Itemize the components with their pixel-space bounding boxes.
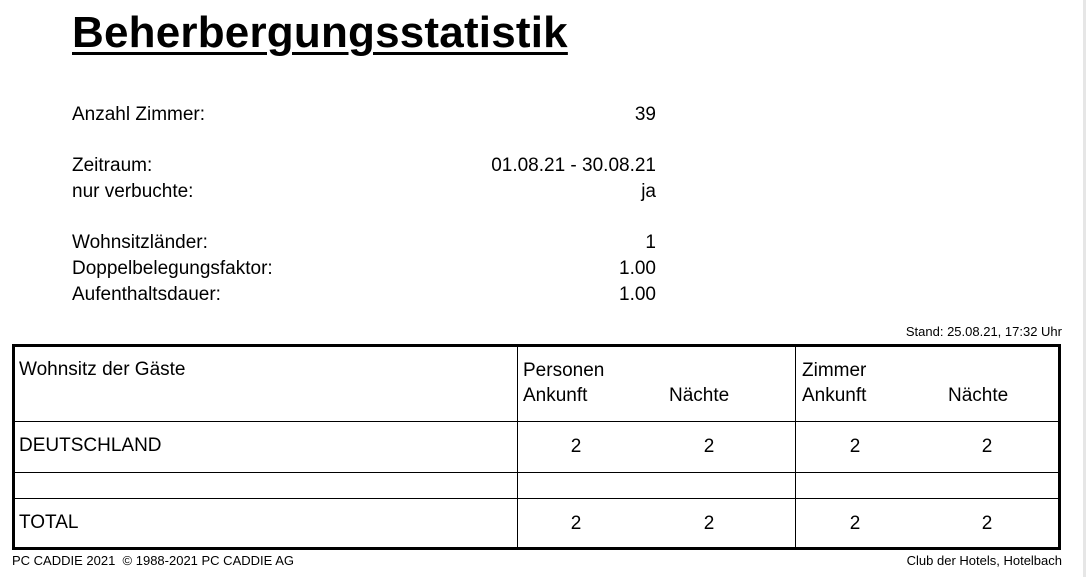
info-row-stay-duration <box>72 282 656 308</box>
column-divider <box>517 347 518 547</box>
row-divider <box>15 472 1058 473</box>
total-rooms-arrival: 2 <box>849 513 861 534</box>
info-label: Zeitraum: <box>72 155 153 176</box>
info-label: Aufenthaltsdauer: <box>72 284 221 305</box>
info-label: nur verbuchte: <box>72 181 194 202</box>
row-rooms-nights: 2 <box>981 436 993 457</box>
info-value: 39 <box>634 104 656 125</box>
info-value: ja <box>641 181 656 202</box>
row-persons-arrival: 2 <box>570 436 582 457</box>
total-rooms-nights: 2 <box>981 513 993 534</box>
header-residence: Wohnsitz der Gäste <box>19 359 186 380</box>
column-divider <box>795 347 796 547</box>
header-persons-arrival: Ankunft <box>523 385 588 406</box>
header-rooms: Zimmer <box>802 360 867 381</box>
info-value: 01.08.21 - 30.08.21 <box>491 155 656 176</box>
header-persons-nights: Nächte <box>669 385 730 406</box>
info-value: 1.00 <box>619 284 656 305</box>
row-divider <box>15 421 1058 422</box>
info-row-rooms <box>72 102 656 128</box>
info-label: Doppelbelegungsfaktor: <box>72 258 273 279</box>
row-rooms-arrival: 2 <box>849 436 861 457</box>
info-row-double-occupancy <box>72 256 656 282</box>
info-row-booked-only <box>72 179 656 205</box>
row-divider <box>15 498 1058 499</box>
header-rooms-arrival: Ankunft <box>802 385 867 406</box>
statistics-table <box>12 344 1061 550</box>
info-value: 1 <box>645 232 656 253</box>
info-label: Anzahl Zimmer: <box>72 104 206 125</box>
total-persons-arrival: 2 <box>570 513 582 534</box>
info-label: Wohnsitzländer: <box>72 232 208 253</box>
footer-club: Club der Hotels, Hotelbach <box>906 553 1062 568</box>
header-rooms-nights: Nächte <box>948 385 1009 406</box>
footer-copyright: PC CADDIE 2021 © 1988-2021 PC CADDIE AG <box>12 553 294 568</box>
header-persons: Personen <box>523 360 605 381</box>
info-row-period <box>72 153 656 179</box>
timestamp: Stand: 25.08.21, 17:32 Uhr <box>905 324 1062 339</box>
info-row-countries <box>72 230 656 256</box>
total-label: TOTAL <box>19 512 79 533</box>
report-title: Beherbergungsstatistik <box>72 8 568 57</box>
info-value: 1.00 <box>619 258 656 279</box>
row-persons-nights: 2 <box>703 436 715 457</box>
total-persons-nights: 2 <box>703 513 715 534</box>
row-country: DEUTSCHLAND <box>19 435 162 456</box>
